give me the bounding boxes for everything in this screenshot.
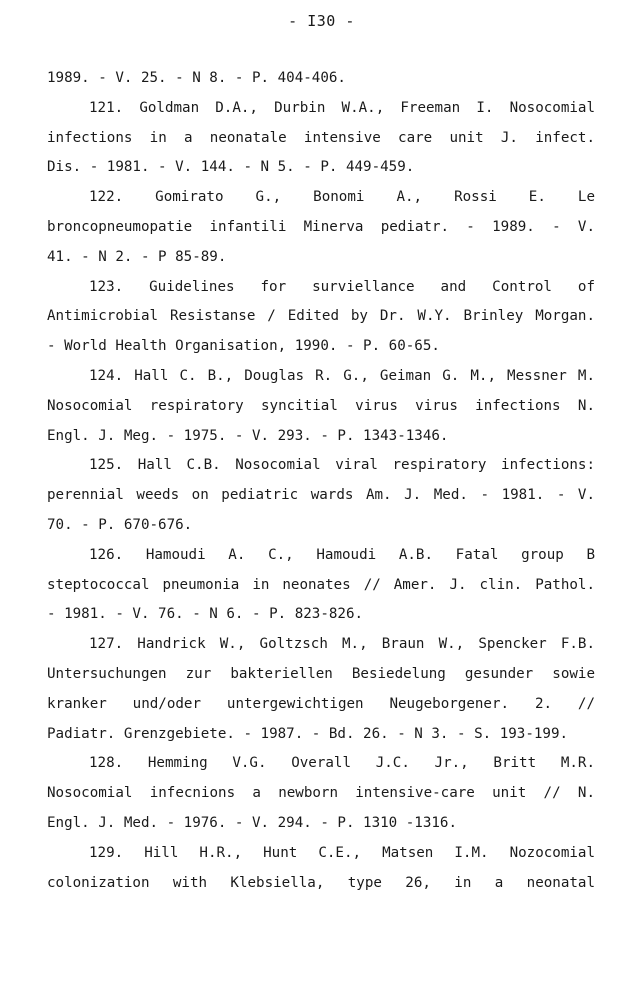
reference-line: Antimicrobial Resistanse / Edited by Dr. W.Y. Brinley Morgan. [47, 308, 595, 325]
reference-line: 124. Hall C. B., Douglas R. G., Geiman G. M., Messner M. [89, 367, 595, 384]
reference-line: 123. Guidelines for surviellance and Control of [89, 278, 595, 295]
reference-line: Untersuchungen zur bakteriellen Besiedelung gesunder sowie [47, 665, 595, 682]
reference-line: steptococcal pneumonia in neonates // Amer. J. clin. Pathol. [47, 576, 595, 593]
reference-line: 122. Gomirato G., Bonomi A., Rossi E. Le [89, 189, 595, 206]
reference-line: 125. Hall C.B. Nosocomial viral respiratory infections: [89, 457, 595, 474]
reference-line: 121. Goldman D.A., Durbin W.A., Freeman I. Nosocomial [89, 99, 595, 116]
reference-line: - World Health Organisation, 1990. - P. 60-65. [47, 338, 440, 355]
reference-line: 129. Hill H.R., Hunt C.E., Matsen I.M. Nozocomial [89, 844, 595, 861]
reference-line: Dis. - 1981. - V. 144. - N 5. - P. 449-459. [47, 159, 415, 176]
reference-line: Nosocomial respiratory syncitial virus virus infections N. [47, 397, 595, 414]
reference-line: - 1981. - V. 76. - N 6. - P. 823-826. [47, 606, 364, 623]
reference-line: infections in a neonatale intensive care unit J. infect. [47, 129, 595, 146]
reference-line: 127. Handrick W., Goltzsch M., Braun W., Spencker F.B. [89, 636, 595, 653]
reference-line: 126. Hamoudi A. C., Hamoudi A.B. Fatal group B [89, 546, 595, 563]
reference-line: Engl. J. Meg. - 1975. - V. 293. - P. 1343-1346. [47, 427, 449, 444]
reference-line: colonization with Klebsiella, type 26, in a neonatal [47, 874, 595, 891]
reference-line: 41. - N 2. - P 85-89. [47, 248, 227, 265]
reference-line: Engl. J. Med. - 1976. - V. 294. - P. 1310 -1316. [47, 814, 457, 831]
page-number: - I30 - [288, 12, 355, 30]
reference-line: broncopneumopatie infantili Minerva pediatr. - 1989. - V. [47, 218, 595, 235]
reference-line: 1989. - V. 25. - N 8. - P. 404-406. [47, 70, 346, 86]
reference-line: Nosocomial infecnions a newborn intensive-care unit // N. [47, 785, 595, 802]
reference-list [47, 64, 595, 898]
reference-line: Padiatr. Grenzgebiete. - 1987. - Bd. 26. - N 3. - S. 193-199. [47, 725, 569, 742]
reference-line: 128. Hemming V.G. Overall J.C. Jr., Britt M.R. [89, 755, 595, 772]
reference-line: kranker und/oder untergewichtigen Neugeborgener. 2. // [47, 695, 595, 712]
reference-line: 70. - P. 670-676. [47, 516, 193, 533]
reference-line: perennial weeds on pediatric wards Am. J. Med. - 1981. - V. [47, 487, 595, 504]
